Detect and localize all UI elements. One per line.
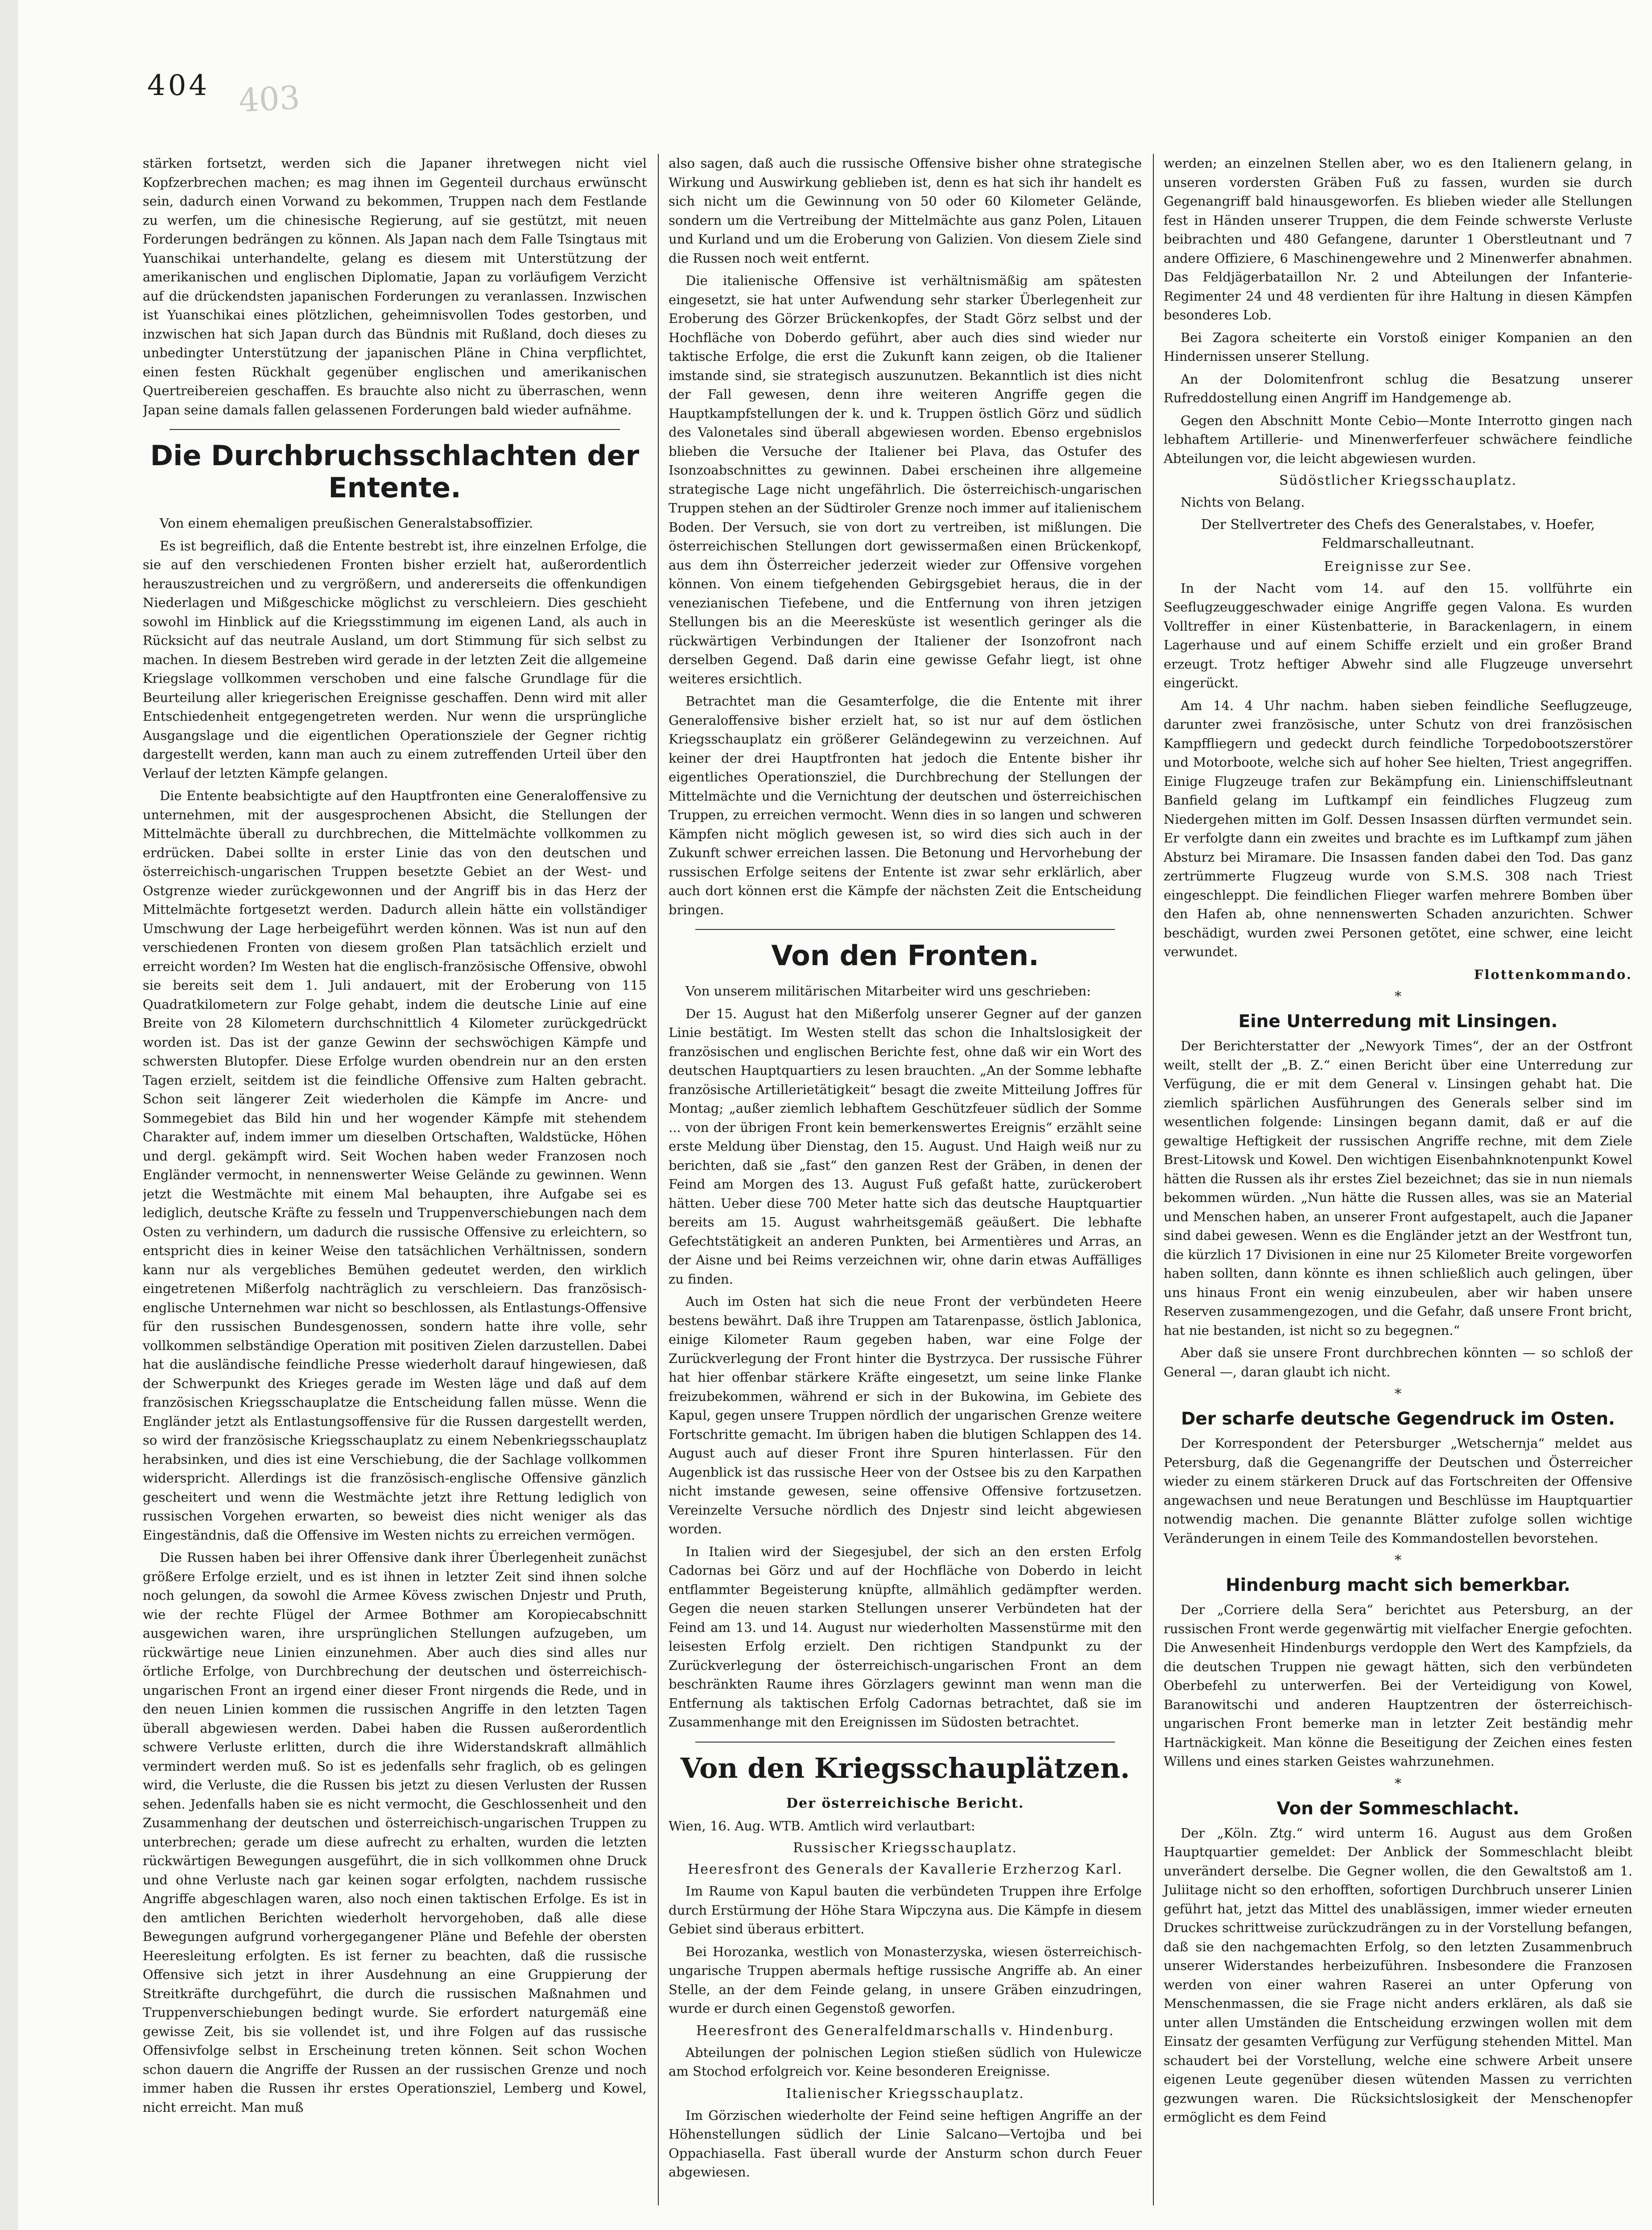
article-byline: Von unserem militärischen Mitarbeiter wird uns geschrieben: [686,983,1091,999]
article-paragraph: Aber daß sie unsere Front durchbrechen könnten — so schloß der General —, daran glaubt ich nicht. [1164,1345,1632,1379]
scan-edge [0,0,18,2230]
separator [169,429,620,430]
dateline: Wien, 16. Aug. WTB. Amtlich wird verlautbart: [669,1818,975,1834]
faded-stamp: 403 [237,78,301,120]
article-heading: Hindenburg macht sich bemerkbar. [1226,1575,1570,1595]
signature: Der Stellvertreter des Chefs des Generalstabes, v. Hoefer, Feldmarschalleutnant. [1201,516,1595,551]
section-subheading: Ereignisse zur See. [1324,558,1472,574]
article-paragraph: Es ist begreiflich, daß die Entente bestrebt ist, ihre einzelnen Erfolge, die sie auf den verschiedenen Fronten bisher erzielt hat, außerordentlich herauszustreichen und zu vergrößern, und andererseits die offenkundigen Niederlagen und Mißgeschicke möglichst zu verschleiern. Dies geschieht sowohl im Hinblick auf die Kriegsstimmung im eigenen Land, als auch in Rücksicht auf das neutrale Ausland, um dort Stimmung für sich selbst zu machen. In diesem Bestreben wird gerade in der letzten Zeit die allgemeine Kriegslage vollkommen verschoben und eine falsche Grundlage für die Beurteilung aller kriegerischen Ereignisse geschaffen. Denn wird mit aller Entschiedenheit entgegengetreten werden. Nur wenn die ursprüngliche Ausgangslage und die eigentlichen Operationsziele der Gegner richtig dargestellt werden, kann man auch zu einem zutreffenden Urteil über den Verlauf der letzten Kämpfe gelangen. [143,538,647,781]
article-paragraph: Bei Zagora scheiterte ein Vorstoß einiger Kompanien an den Hindernissen unserer Stellung. [1164,330,1632,364]
separator [695,929,1115,930]
article-paragraph: werden; an einzelnen Stellen aber, wo es den Italienern gelang, in unseren vordersten Gräben Fuß zu fassen, wurden sie durch Gegenangriff bald hinausgeworfen. Es blieben wieder alle Stellungen fest in Händen unserer Truppen, die dem Feinde schwerste Verluste beibrachten und 480 Gefangene, darunter 1 Oberstleutnant und 7 andere Offiziere, 6 Maschinengewehre und 2 Minenwerfer abnahmen. Das Feldjägerbataillon Nr. 2 und Abteilungen der Infanterie-Regimenter 24 und 48 verdienten für ihre Haltung in diesen Kämpfen besonderes Lob. [1164,156,1632,322]
section-subheading: Russischer Kriegsschauplatz. [793,1840,1017,1856]
article-paragraph: Der Korrespondent der Petersburger „Wetschernja“ meldet aus Petersburg, daß die Gegenangriffe der Deutschen und Österreicher wieder zu einem stärkeren Druck auf das Fortschreiten der Offensive angewachsen und neue Beratungen und Beschlüsse im Hauptquartier notwendig machen. Die genannte Blätter zufolge sollen wichtige Veränderungen in einem Teile des Kommandostellen bevorstehen. [1164,1436,1632,1546]
article-heading: Von den Kriegsschauplätzen. [680,1751,1130,1784]
article-paragraph: In der Nacht vom 14. auf den 15. vollführte ein Seeflugzeuggeschwader einige Angriffe gegen Valona. Es wurden Volltreffer in einer Küstenbatterie, in Barackenlagern, in einem Lagerhause und auf einem Schiffe erzielt und ein großer Brand erzeugt. Trotz heftiger Abwehr sind alle Flugzeuge unversehrt eingerückt. [1164,580,1632,690]
signature: Flottenkommando. [1474,966,1632,982]
article-paragraph: Nichts von Belang. [1181,495,1305,510]
article-paragraph: Am 14. 4 Uhr nachm. haben sieben feindliche Seeflugzeuge, darunter zwei französische, unter Schutz von drei französischen Kampffliegern und gedeckt durch feindliche Torpedobootszerstörer und Motorboote, welche sich auf hoher See hielten, Triest angegriffen. Einige Flugzeuge trafen zur Bekämpfung ein. Linienschiffsleutnant Banfield gelang im Luftkampf ein feindliches Flugzeug zum Niedergehen mitten im Golf. Dessen Insassen dürften vermundet sein. Er verfolgte dann ein zweites und brachte es im Luftkampf zum jähen Absturz bei Miramare. Die Insassen fanden dabei den Tod. Das ganz zertrümmerte Flugzeug wurde von S.M.S. 308 nach Triest eingeschleppt. Die feindlichen Flieger warfen mehrere Bomben über den Hafen ab, ohne nennenswerten Schaden anzurichten. Schwer beschädigt, wurden zwei Personen getötet, eine schwer, eine leicht verwundet. [1164,698,1632,959]
article-heading: Die Durchbruchsschlachten der Entente. [150,439,640,504]
separator-asterisk: * [1395,1386,1401,1402]
column-3 [1153,154,1632,2205]
page-number: 404 [147,69,210,102]
article-paragraph: Der „Köln. Ztg.“ wird unterm 16. August aus dem Großen Hauptquartier gemeldet: Der Anblick der Sommeschlacht bleibt unverändert derselbe. Die Gegner wollen, die den Gewaltstoß am 1. Juliitage nicht so den erhofften, sofortigen Durchbruch unserer Linien geführt hat, jetzt das Mittel des unablässigen, immer wieder erneuten Druckes schrittweise zurückzudrängen zu in der Vorstellung befangen, daß sie den nachgemachten Erfolg, so den letzten Zusammenbruch unserer Widerstandes herbeizuführen. Insbesondere die Franzosen werden von einer wahren Raserei an unter Opferung von Menschenmassen, die sie Frage nicht anders erklären, als daß sie unter allen Umständen die Entscheidung erzwingen wollen mit dem Einsatz der gesamten Verfügung zur Verfügung stehenden Mittel. Man schaudert bei der Vorstellung, welche eine schwere Arbeit unsere eigenen Leute gegenüber diesen wütenden Massen zu verrichten gezwungen waren. Die Rücksichtslosigkeit der Menschenopfer ermöglicht es dem Feind [1164,1825,1632,2125]
column-2 [658,154,1142,2205]
separator-asterisk: * [1395,1553,1401,1568]
article-heading: Eine Unterredung mit Linsingen. [1238,1012,1558,1032]
article-paragraph: Im Görzischen wiederholte der Feind seine heftigen Angriffe an der Höhenstellungen südlich der Linie Salcano—Vertojba und bei Oppachiasella. Fast überall wurde der Ansturm schon durch Feuer abgewiesen. [669,2107,1142,2180]
article-paragraph: Der Berichterstatter der „Newyork Times“, der an der Ostfront weilt, stellt der „B. Z.“ einen Bericht über eine Unterredung zur Verfügung, die er mit dem General v. Linsingen gehabt hat. Die ziemlich spärlichen Ausführungen des Generals selber sind im wesentlichen folgende: Linsingen begann damit, daß er auf die gewaltige Heftigkeit der russischen Angriffe rechne, mit dem Ziele Brest-Litowsk und Kowel. Den wichtigen Eisenbahnknotenpunkt Kowel hätten die Russen als ihr erstes Ziel bezeichnet; das sie in nun niemals bekommen würden. „Nun hätte die Russen alles, was sie an Material und Menschen haben, an unserer Front aufgestapelt, auch die Japaner sind dabei gewesen. Wenn es die Engländer jetzt an der Westfront tun, die kürzlich 17 Divisionen in eine nur 25 Kilometer Breite vorgeworfen haben sollten, dann könnte es ihnen schließlich auch gelingen, über uns hinaus Front ein wenig einzubeulen, aber wir haben unsere Reserven zusammengezogen, und die Gefahr, daß unsere Front bricht, hat nie bestanden, ist nicht so zu begegnen.“ [1164,1038,1632,1338]
article-paragraph: also sagen, daß auch die russische Offensive bisher ohne strategische Wirkung und Auswirkung geblieben ist, denn es hat sich ihr handelt es sich nicht um die Gewinnung von 50 oder 60 Kilometer Gelände, sondern um die Vertreibung der Mittelmächte aus ganz Polen, Litauen und Kurland und um die Eroberung von Galizien. Von diesem Ziele sind die Russen noch weit entfernt. [669,156,1142,266]
article-paragraph: Die Russen haben bei ihrer Offensive dank ihrer Überlegenheit zunächst größere Erfolge erzielt, und es ist ihnen in letzter Zeit sind ihnen solche noch gelungen, da sowohl die Armee Kövess zwischen Dnjestr und Pruth, wie der rechte Flügel der Armee Bothmer am Koropiecabschnitt ausgewichen waren, ihre ursprünglichen Stellungen aufzugeben, um rückwärtige neue Linien einzunehmen. Aber auch dies sind alles nur örtliche Erfolge, von Durchbrechung der deutschen und österreichisch-ungarischen Front an irgend einer dieser Front nirgends die Rede, und in den neuen Linien kommen die russischen Angriffe in den letzten Tagen überall abgewiesen werden. Dabei haben die Russen außerordentlich schwere Verluste erlitten, durch die ihre Widerstandskraft allmählich vermindert werden muß. So ist es jedenfalls sehr fraglich, ob es gelingen wird, die Verluste, die die Russen bis jetzt zu diesen Verlusten der Russen sehen. Jedenfalls haben sie es nicht vermocht, die Geschlossenheit und den Zusammenhang der deutschen und österreichisch-ungarischen Truppen zu unterbrechen; gerade um diese aufrecht zu erhalten, wurden die letzten rückwärtigen Bewegungen ausgeführt, die in sich vollkommen ohne Druck und ohne Verluste nach gar keinen sogar erfolgten, nachdem russische Angriffe abgeschlagen waren, also noch einen taktischen Erfolge. Es ist in den amtlichen Berichten wiederholt hervorgehoben, daß alle diese Bewegungen aufgrund vorhergegangener Pläne und Befehle der obersten Heeresleitung erfolgten. Es ist ferner zu beachten, daß die russische Offensive sich jetzt in ihrer Ausdehnung an eine Gruppierung der Streitkräfte durchgeführt, die durch die russischen Maßnahmen und Truppenverschiebungen bedingt wurde. Sie erfordert naturgemäß eine gewisse Zeit, bis sie vollendet ist, und ihre Folgen auf das russische Offensivfolge selbst in Erscheinung treten können. Seit schon Wochen schon dauern die Angriffe der Russen an der russischen Grenze und noch immer haben die Russen ihr erstes Operationsziel, Lemberg und Kowel, nicht erreicht. Man muß [143,1550,647,2115]
separator-asterisk: * [1395,989,1401,1004]
section-subheading: Italienischer Kriegsschauplatz. [786,2085,1024,2102]
article-paragraph: In Italien wird der Siegesjubel, der sich an den ersten Erfolg Cadornas bei Görz und auf der Hochfläche von Doberdo in leicht entflammter Begeisterung knüpfte, allmählich gedämpfter werden. Gegen die neuen starken Stellungen unserer Verbündeten hat der Feind am 13. und 14. August nur wiederholten Massenstürme mit den leisesten Erfolg erzielt. Den richtigen Standpunkt zu der Zurückverlegung der österreichisch-ungarischen Front an dem beschränkten Raume ihres Görzlagers gewinnt man wenn man die Entfernung als taktischen Erfolg Cadornas betrachtet, daß sie im Zusammenhange mit den Ereignissen im Südosten betrachtet. [669,1544,1142,1730]
article-paragraph: Auch im Osten hat sich die neue Front der verbündeten Heere bestens bewährt. Daß ihre Truppen am Tatarenpasse, östlich Jablonica, einige Kilometer Raum gegeben haben, war eine Folge der Zurückverlegung der Front hinter die Bystrzyca. Der russische Führer hat hier offenbar stärkere Kräfte eingesetzt, um seine linke Flanke freizubekommen, während er sich in der Bukowina, im Gebiete des Kapul, gegen unsere Truppen nördlich der ungarischen Grenze weitere Fortschritte gemacht. Im übrigen haben die blutigen Schlappen des 14. August auch auf dieser Front ihre Spuren hinterlassen. Für den Augenblick ist das russische Heer von der Ostsee bis zu den Karpathen nicht imstande gewesen, seine offensive Offensive fortzusetzen. Vereinzelte Versuche nördlich des Dnjestr sind leicht abgewiesen worden. [669,1294,1142,1536]
article-paragraph: Die italienische Offensive ist verhältnismäßig am spätesten eingesetzt, sie hat unter Aufwendung sehr starker Überlegenheit zur Eroberung des Görzer Brückenkopfes, der Stadt Görz selbst und der Hochfläche von Doberdo geführt, aber auch dies sind wieder nur taktische Erfolge, die erst die Zukunft kann zeigen, ob die Italiener imstande sind, sie strategisch auszunutzen. Bekanntlich ist dies nicht der Fall gewesen, denn ihre weiteren Angriffe gegen die Hauptkampfstellungen der k. und k. Truppen östlich Görz und südlich des Valonetales sind überall abgewiesen worden. Ebenso ergebnislos blieben die Versuche der Italiener bei Plava, das Ostufer des Isonzoabschnittes zu gewinnen. Dabei erscheinen ihre allgemeine strategische Lage nicht ungefährlich. Die österreichisch-ungarischen Truppen stehen an der Südtiroler Grenze noch immer auf italienischem Boden. Der Versuch, sie von dort zu vertreiben, ist mißlungen. Die österreichischen Stellungen dort gewissermaßen einen Brückenkopf, aus dem ihn Österreicher jederzeit wieder zur Offensive vorgehen können. Von einem tiefgehenden Gebirgsgebiet heraus, die in der venezianischen Tiefebene, und die Entfernung von ihren jetzigen Stellungen bis an die Meeresküste ist wesentlich geringer als die rückwärtigen Verbindungen der Italiener der Isonzofront nach derselben Gegend. Daß darin eine gewisse Gefahr liegt, ist ohne weiteres ersichtlich. [669,273,1142,686]
article-heading: Von der Sommeschlacht. [1276,1798,1520,1819]
article-heading: Von den Fronten. [771,939,1039,972]
separator [695,1742,1115,1743]
newspaper-page [143,154,1632,2205]
section-subheading: Südöstlicher Kriegsschauplatz. [1279,473,1517,488]
article-paragraph: An der Dolomitenfront schlug die Besatzung unserer Rufreddostellung einen Angriff im Handgemenge ab. [1164,371,1632,405]
article-paragraph: Betrachtet man die Gesamterfolge, die die Entente mit ihrer Generaloffensive bisher erzielt hat, so ist nur auf dem östlichen Kriegsschauplatz ein größerer Geländegewinn zu verzeichnen. Auf keiner der drei Hauptfronten hat jedoch die Entente bisher ihr eigentliches Operationsziel, die Durchbrechung der Stellungen der Mittelmächte und die Vernichtung der deutschen und österreichischen Truppen, zu erreichen vermocht. Wenn dies in so langen und schweren Kämpfen nicht möglich gewesen ist, so wird dies sich auch in der Zukunft schwer erreichen lassen. Die Betonung und Hervorhebung der russischen Erfolge seitens der Entente ist zwar sehr erklärlich, aber auch dort können erst die Kämpfe der nächsten Zeit die Entscheidung bringen. [669,694,1142,917]
article-paragraph: Bei Horozanka, westlich von Monasterzyska, wiesen österreichisch-ungarische Truppen abermals heftige russische Angriffe ab. An einer Stelle, an der dem Feinde gelang, in unsere Gräben einzudringen, wurde er durch einen Gegenstoß geworfen. [669,1944,1142,2016]
article-heading: Der scharfe deutsche Gegendruck im Osten. [1181,1409,1615,1429]
separator-asterisk: * [1395,1776,1401,1792]
intro-paragraph: stärken fortsetzt, werden sich die Japaner ihretwegen nicht viel Kopfzerbrechen machen; es mag ihnen im Gegenteil durchaus erwünscht sein, dadurch einen Vorwand zu bekommen, Truppen nach dem Festlande zu werfen, um die chinesische Regierung, auf sie gestützt, mit neuen Forderungen bedrängen zu können. Als Japan nach dem Falle Tsingtaus mit Yuanschikai unterhandelte, gelang es diesem mit Unterstützung der amerikanischen und englischen Diplomatie, Japan zu vorläufigem Verzicht auf die drückendsten japanischen Forderungen zu veranlassen. Inzwischen ist Yuanschikai eines plötzlichen, geheimnisvollen Todes gestorben, und inzwischen hat sich Japan durch das Bündnis mit Rußland, doch dieses zu unbedingter Unterstützung der japanischen Pläne in China verpflichtet, einen festen Rückhalt gegenüber englischen und amerikanischen Quertreibereien geschaffen. Es brauchte also nicht zu überraschen, wenn Japan seine damals fallen gelassenen Forderungen bald wieder aufnähme. [143,156,647,417]
article-paragraph: Die Entente beabsichtigte auf den Hauptfronten eine Generaloffensive zu unternehmen, mit der ausgesprochenen Absicht, die Stellungen der Mittelmächte überall zu durchbrechen, die Mittelmächte vollkommen zu erdrücken. Dabei sollte in erster Linie das von den deutschen und österreichisch-ungarischen Truppen besetzte Gebiet an der West- und Ostgrenze wieder zurückgewonnen und der Angriff bis in das Herz der Mittelmächte fortgesetzt werden. Dadurch allein hätte ein vollständiger Umschwung der Lage herbeigeführt werden können. Was ist nun auf den verschiedenen Fronten von diesem großen Plan tatsächlich erzielt und erreicht worden? Im Westen hat die englisch-französische Offensive, obwohl sie bereits seit dem 1. Juli andauert, mit der Eroberung von 115 Quadratkilometern zur Folge gehabt, indem die deutsche Linie auf eine Breite von 28 Kilometern durchschnittlich 4 Kilometer zurückgedrückt worden ist. Das ist der ganze Gewinn der sechswöchigen Kämpfe und schwersten Blutopfer. Diese Erfolge wurden obendrein nur an den ersten Tagen erzielt, seitdem ist die feindliche Offensive zum Halten gebracht. Schon seit längerer Zeit wiederholen die Kämpfe im Ancre- und Sommegebiet das Bild hin und her wogender Kämpfe mit stehendem Charakter auf, indem immer um dieselben Ortschaften, Waldstücke, Höhen und dergl. gekämpft wird. Seit Wochen haben weder Franzosen noch Engländer vermocht, in nennenswerter Weise Gelände zu gewinnen. Wenn jetzt die Westmächte mit einem Mal behaupten, ihre Aufgabe sei es lediglich, deutsche Kräfte zu fesseln und Truppenverschiebungen nach dem Osten zu verhindern, um dadurch die russische Offensive zu erleichtern, so entspricht dies in keiner Weise den tatsächlichen Verhältnissen, sondern kann nur als vergebliches Bemühen gedeutet werden, den wirklich eingetretenen Mißerfolg nachträglich zu verschleiern. Das französisch-englische Unternehmen war nicht so beschlossen, als Entlastungs-Offensive für den russischen Bundesgenossen, sondern hatte ihre volle, sehr vollkommen selbständige Operation mit positiven Zielen darzustellen. Dabei hat die ausländische feindliche Presse wiederholt darauf hingewiesen, daß der Schwerpunkt des Krieges gerade im Westen läge und daß auf dem französischen Kriegsschauplatze die Entscheidung fallen müsse. Wenn die Engländer jetzt als Entlastungsoffensive für die Russen dargestellt werden, so wird der französische Kriegsschauplatz zu einem Nebenkriegsschauplatz herabsinken, und dies ist eine Verschiebung, die der Sachlage vollkommen widerspricht. Allerdings ist die französisch-englische Offensive gänzlich gescheitert und wenn die Westmächte jetzt ihre Rettung lediglich von russischen Vorgehen erwarten, so beweist dies nicht weniger als das Eingeständnis, daß die Offensive im Westen nichts zu erreichen vermögen. [143,788,647,1543]
article-byline: Von einem ehemaligen preußischen Generalstabsoffizier. [160,516,533,531]
article-paragraph: Der 15. August hat den Mißerfolg unserer Gegner auf der ganzen Linie bestätigt. Im Westen stellt das schon die Inhaltslosigkeit der französischen und englischen Berichte fest, ohne daß wir ein Wort des deutschen Hauptquartiers zu lesen brauchten. „An der Somme lebhafte französische Artillerietätigkeit“ besagt die zweite Mitteilung Joffres für Montag; „außer ziemlich lebhaftem Geschützfeuer südlich der Somme ... von der übrigen Front kein bemerkenswertes Ereignis“ erzählt seine erste Meldung über Dienstag, den 15. August. Und Haigh weiß nur zu berichten, daß sie „fast“ den ganzen Rest der Gräben, in denen der Feind am Morgen des 13. August Fuß gefaßt hatte, zurückerobert hätten. Ueber diese 700 Meter hatte sich das deutsche Hauptquartier bereits am 15. August wahrheitsgemäß geäußert. Die lebhafte Gefechtstätigkeit an anderen Punkten, bei Armentières und Arras, an der Aisne und bei Reims verzeichnen wir, ohne darin etwas Auffälliges zu finden. [669,1006,1142,1287]
article-paragraph: Der „Corriere della Sera“ berichtet aus Petersburg, an der russischen Front werde gegenwärtig mit vielfacher Energie gefochten. Die Anwesenheit Hindenburgs verdopple den Wert des Kampfziels, da die deutschen Truppen nie gewagt hätten, sich den verbündeten Oberbefehl zu unterwerfen. Bei der Verteidigung von Kowel, Baranowitschi und anderen Hauptzentren der österreichisch-ungarischen Front bemerke man in letzter Zeit beständig mehr Hartnäckigkeit. Man könne die Beseitigung der Zeichen eines festen Willens und eines starken Geistes wahrzunehmen. [1164,1602,1632,1769]
section-subheading: Heeresfront des Generalfeldmarschalls v. Hindenburg. [696,2023,1115,2039]
column-1 [143,154,647,2205]
article-paragraph: Abteilungen der polnischen Legion stießen südlich von Hulewicze am Stochod erfolgreich vor. Keine besonderen Ereignisse. [669,2044,1142,2079]
article-paragraph: Gegen den Abschnitt Monte Cebio—Monte Interrotto gingen nach lebhaftem Artillerie- und Minenwerferfeuer schwächere feindliche Abteilungen vor, die leicht abgewiesen wurden. [1164,413,1632,466]
section-subheading: Der österreichische Bericht. [786,1795,1024,1811]
section-subheading: Heeresfront des Generals der Kavallerie Erzherzog Karl. [688,1862,1123,1877]
article-paragraph: Im Raume von Kapul bauten die verbündeten Truppen ihre Erfolge durch Erstürmung der Höhe Stara Wipczyna aus. Die Kämpfe in diesem Gebiet sind überaus erbittert. [669,1883,1142,1937]
